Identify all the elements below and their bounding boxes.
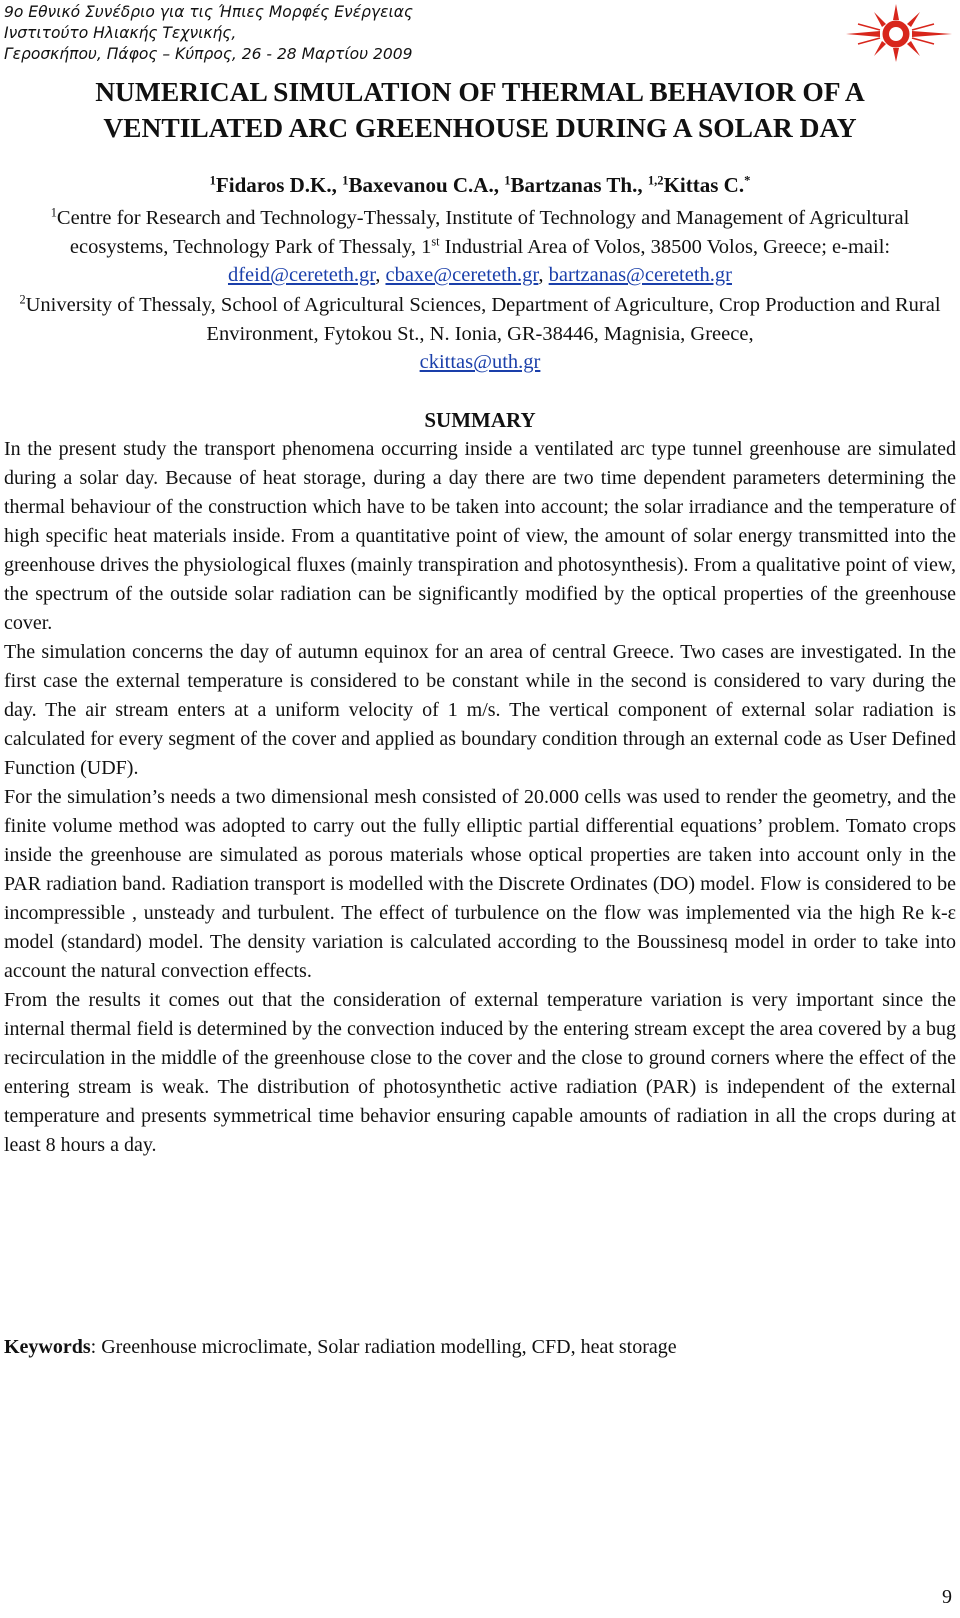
summary-body (4, 435, 956, 1160)
affiliation-1 (0, 204, 960, 290)
corresponding-author-mark: * (744, 173, 751, 188)
affiliation-1-text-b: Industrial Area of Volos, 38500 Volos, Greece; e-mail: (439, 235, 891, 258)
author-4-name: Kittas C. (663, 173, 745, 197)
author-1-name: Fidaros D.K., (215, 173, 343, 197)
email-link-ckittas[interactable]: ckittas@uth.gr (419, 351, 541, 373)
title-line-1: NUMERICAL SIMULATION OF THERMAL BEHAVIOR OF A (95, 76, 865, 107)
conference-header (4, 2, 413, 65)
summary-paragraph-2: The simulation concerns the day of autumn equinox for an area of central Greece. Two cases are investigated. In the first case the external temperature is considered to be constant while in the second is considered to vary during the day. The air stream enters at a uniform velocity of 1 m/s. The vertical component of external solar radiation is calculated for every segment of the cover and applied as boundary condition through an external code as User Defined Function (UDF). (4, 641, 956, 779)
author-1-affil: 1 (209, 173, 216, 188)
affiliation-2 (0, 291, 960, 377)
affiliation-1-ordinal: st (431, 234, 440, 249)
affiliation-2-marker: 2 (19, 292, 26, 307)
author-3-affil: 1 (504, 173, 511, 188)
conference-line-2: Ινστιτούτο Ηλιακής Τεχνικής, (4, 24, 237, 42)
affiliation-1-marker: 1 (50, 205, 57, 220)
affiliation-2-text: University of Thessaly, School of Agricultural Sciences, Department of Agriculture, Crop Production and Rural Environment, Fytokou St., N. Ionia, GR-38446, Magnisia, Greece, (25, 294, 941, 345)
affiliation-1-text-a: Centre for Research and Technology-Thessaly, Institute of Technology and Management of Agricultural ecosystems, Technology Park of Thessaly, 1 (56, 207, 910, 258)
author-3-name: Bartzanas Th., (510, 173, 648, 197)
email-separator-2: , (538, 264, 549, 286)
keywords-text: : Greenhouse microclimate, Solar radiation modelling, CFD, heat storage (90, 1336, 677, 1358)
page-number: 9 (942, 1586, 952, 1608)
conference-line-3: Γεροσκήπου, Πάφος – Κύπρος, 26 - 28 Μαρτίου 2009 (4, 45, 413, 63)
summary-heading: SUMMARY (424, 408, 536, 432)
keywords-line (4, 1333, 956, 1361)
paper-title (0, 74, 960, 146)
author-2-name: Baxevanou C.A., (348, 173, 505, 197)
email-link-dfeid[interactable]: dfeid@cereteth.gr (227, 264, 376, 286)
summary-paragraph-3: For the simulation’s needs a two dimensional mesh consisted of 20.000 cells was used to render the geometry, and the finite volume method was adopted to carry out the fully elliptic partial differential equations’ problem. Tomato crops inside the greenhouse are simulated as porous materials whose optical properties are taken into account only in the PAR radiation band. Radiation transport is modelled with the Discrete Ordinates (DO) model. Flow is considered to be incompressible , unsteady and turbulent. The effect of turbulence on the flow was implemented via the high Re k-ε model (standard) model. The density variation is calculated according to the Boussinesq model in order to take into account the natural convection effects. (4, 786, 956, 982)
title-line-2: VENTILATED ARC GREENHOUSE DURING A SOLAR DAY (103, 112, 857, 143)
summary-paragraph-1: In the present study the transport phenomena occurring inside a ventilated arc type tunnel greenhouse are simulated during a solar day. Because of heat storage, during a day there are two time dependent parameters determining the thermal behaviour of the construction which have to be taken into account; the solar irradiance and the temperature of high specific heat materials inside. From a quantitative point of view, the amount of solar energy transmitted into the greenhouse drives the physiological fluxes (mainly transpiration and photosynthesis). From a qualitative point of view, the spectrum of the outside solar radiation can be significantly modified by the optical properties of the greenhouse cover. (4, 438, 956, 634)
conference-sun-logo-icon (844, 2, 954, 62)
summary-paragraph-4: From the results it comes out that the consideration of external temperature variation is very important since the internal thermal field is determined by the convection induced by the entering stream except the area covered by a bug recirculation in the middle of the greenhouse close to the cover and the close to ground corners where the effect of the entering stream is weak. The distribution of photosynthetic active radiation (PAR) is independent of the external temperature and presents symmetrical time behavior ensuring capable amounts of radiation in all the crops during at least 8 hours a day. (4, 989, 956, 1156)
email-link-cbaxe[interactable]: cbaxe@cereteth.gr (385, 264, 539, 286)
author-list (0, 172, 960, 198)
conference-line-1: 9ο Εθνικό Συνέδριο για τις Ήπιες Μορφές Ενέργειας (4, 3, 414, 21)
email-link-bartzanas[interactable]: bartzanas@cereteth.gr (548, 264, 732, 286)
email-separator-1: , (375, 264, 386, 286)
author-2-affil: 1 (342, 173, 349, 188)
author-4-affil: 1,2 (647, 173, 664, 188)
keywords-label: Keywords (4, 1336, 91, 1358)
